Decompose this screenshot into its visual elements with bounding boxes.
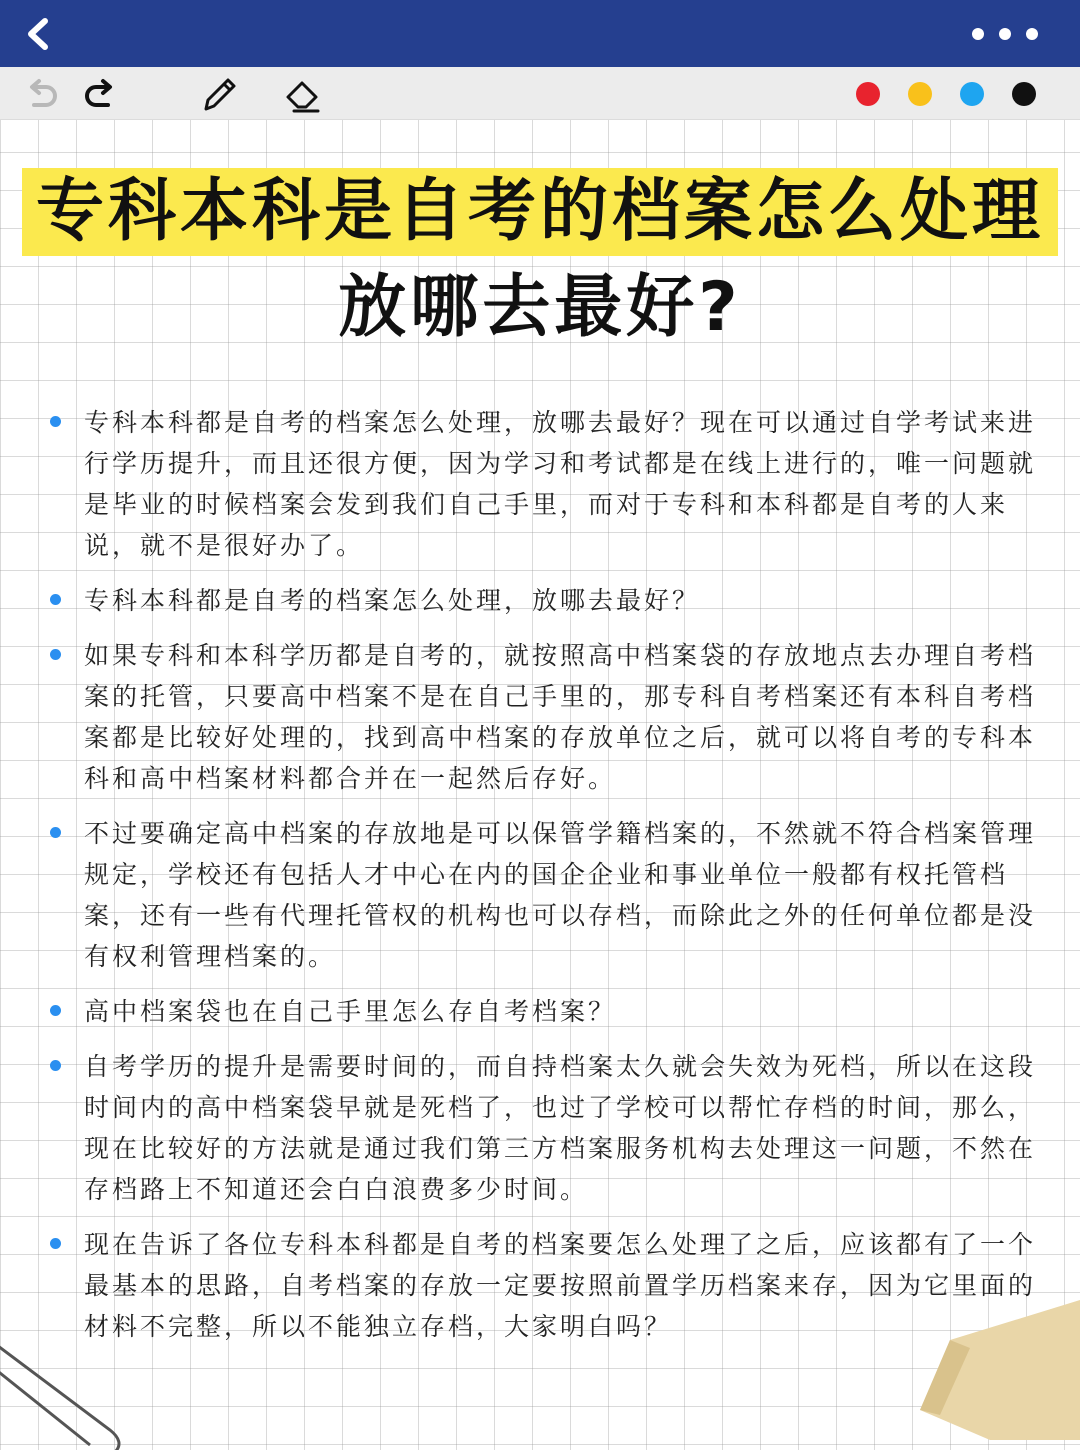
title-line-2: 放哪去最好?	[338, 268, 742, 347]
list-item	[44, 635, 1048, 799]
list-item	[44, 402, 1048, 566]
list-item-text: 不过要确定高中档案的存放地是可以保管学籍档案的，不然就不符合档案管理规定，学校还有包括人才中心在内的国企企业和事业单位一般都有权托管档案，还有一些有代理托管权的机构也可以存档，而除此之外的任何单位都是没有权利管理档案的。	[84, 819, 1037, 971]
color-red-swatch[interactable]	[856, 82, 880, 106]
chevron-left-icon[interactable]	[18, 14, 58, 54]
top-app-bar	[0, 0, 1080, 67]
paperclip-decoration-icon	[0, 1320, 140, 1450]
eraser-icon[interactable]	[282, 75, 322, 113]
more-dots-icon[interactable]	[970, 22, 1040, 46]
list-item-text: 如果专科和本科学历都是自考的，就按照高中档案袋的存放地点去办理自考档案的托管，只要高中档案不是在自己手里的，那专科自考档案还有本科自考档案都是比较好处理的，找到高中档案的存放单位之后，就可以将自考的专科本科和高中档案材料都合并在一起然后存好。	[84, 641, 1037, 793]
bullet-dot-icon	[50, 1238, 61, 1249]
title-line-1: 专科本科是自考的档案怎么处理	[22, 168, 1058, 256]
color-blue-swatch[interactable]	[960, 82, 984, 106]
pencil-icon[interactable]	[198, 75, 238, 113]
tape-decoration-icon	[880, 1300, 1080, 1440]
list-item	[44, 991, 1048, 1032]
bullet-dot-icon	[50, 1060, 61, 1071]
list-item-text: 高中档案袋也在自己手里怎么存自考档案？	[84, 997, 617, 1026]
list-item	[44, 580, 1048, 621]
bullet-dot-icon	[50, 416, 61, 427]
list-item-text: 专科本科都是自考的档案怎么处理，放哪去最好？	[84, 586, 701, 615]
redo-icon[interactable]	[80, 75, 120, 113]
bullet-dot-icon	[50, 594, 61, 605]
undo-icon[interactable]	[22, 75, 62, 113]
color-yellow-swatch[interactable]	[908, 82, 932, 106]
color-black-swatch[interactable]	[1012, 82, 1036, 106]
list-item-text: 现在告诉了各位专科本科都是自考的档案要怎么处理了之后，应该都有了一个最基本的思路，自考档案的存放一定要按照前置学历档案来存，因为它里面的材料不完整，所以不能独立存档，大家明白吗？	[84, 1230, 1037, 1341]
drawing-toolbar	[0, 67, 1080, 120]
page-title	[0, 168, 1080, 348]
list-item-text: 专科本科都是自考的档案怎么处理，放哪去最好？现在可以通过自学考试来进行学历提升，而且还很方便，因为学习和考试都是在线上进行的，唯一问题就是毕业的时候档案会发到我们自己手里，而对于专科和本科都是自考的人来说，就不是很好办了。	[84, 408, 1037, 560]
list-item	[44, 813, 1048, 977]
bullet-list	[44, 402, 1048, 1361]
list-item	[44, 1046, 1048, 1210]
list-item-text: 自考学历的提升是需要时间的，而自持档案太久就会失效为死档，所以在这段时间内的高中档案袋早就是死档了，也过了学校可以帮忙存档的时间，那么，现在比较好的方法就是通过我们第三方档案服务机构去处理这一问题，不然在存档路上不知道还会白白浪费多少时间。	[84, 1052, 1037, 1204]
bullet-dot-icon	[50, 649, 61, 660]
bullet-dot-icon	[50, 827, 61, 838]
bullet-dot-icon	[50, 1005, 61, 1016]
